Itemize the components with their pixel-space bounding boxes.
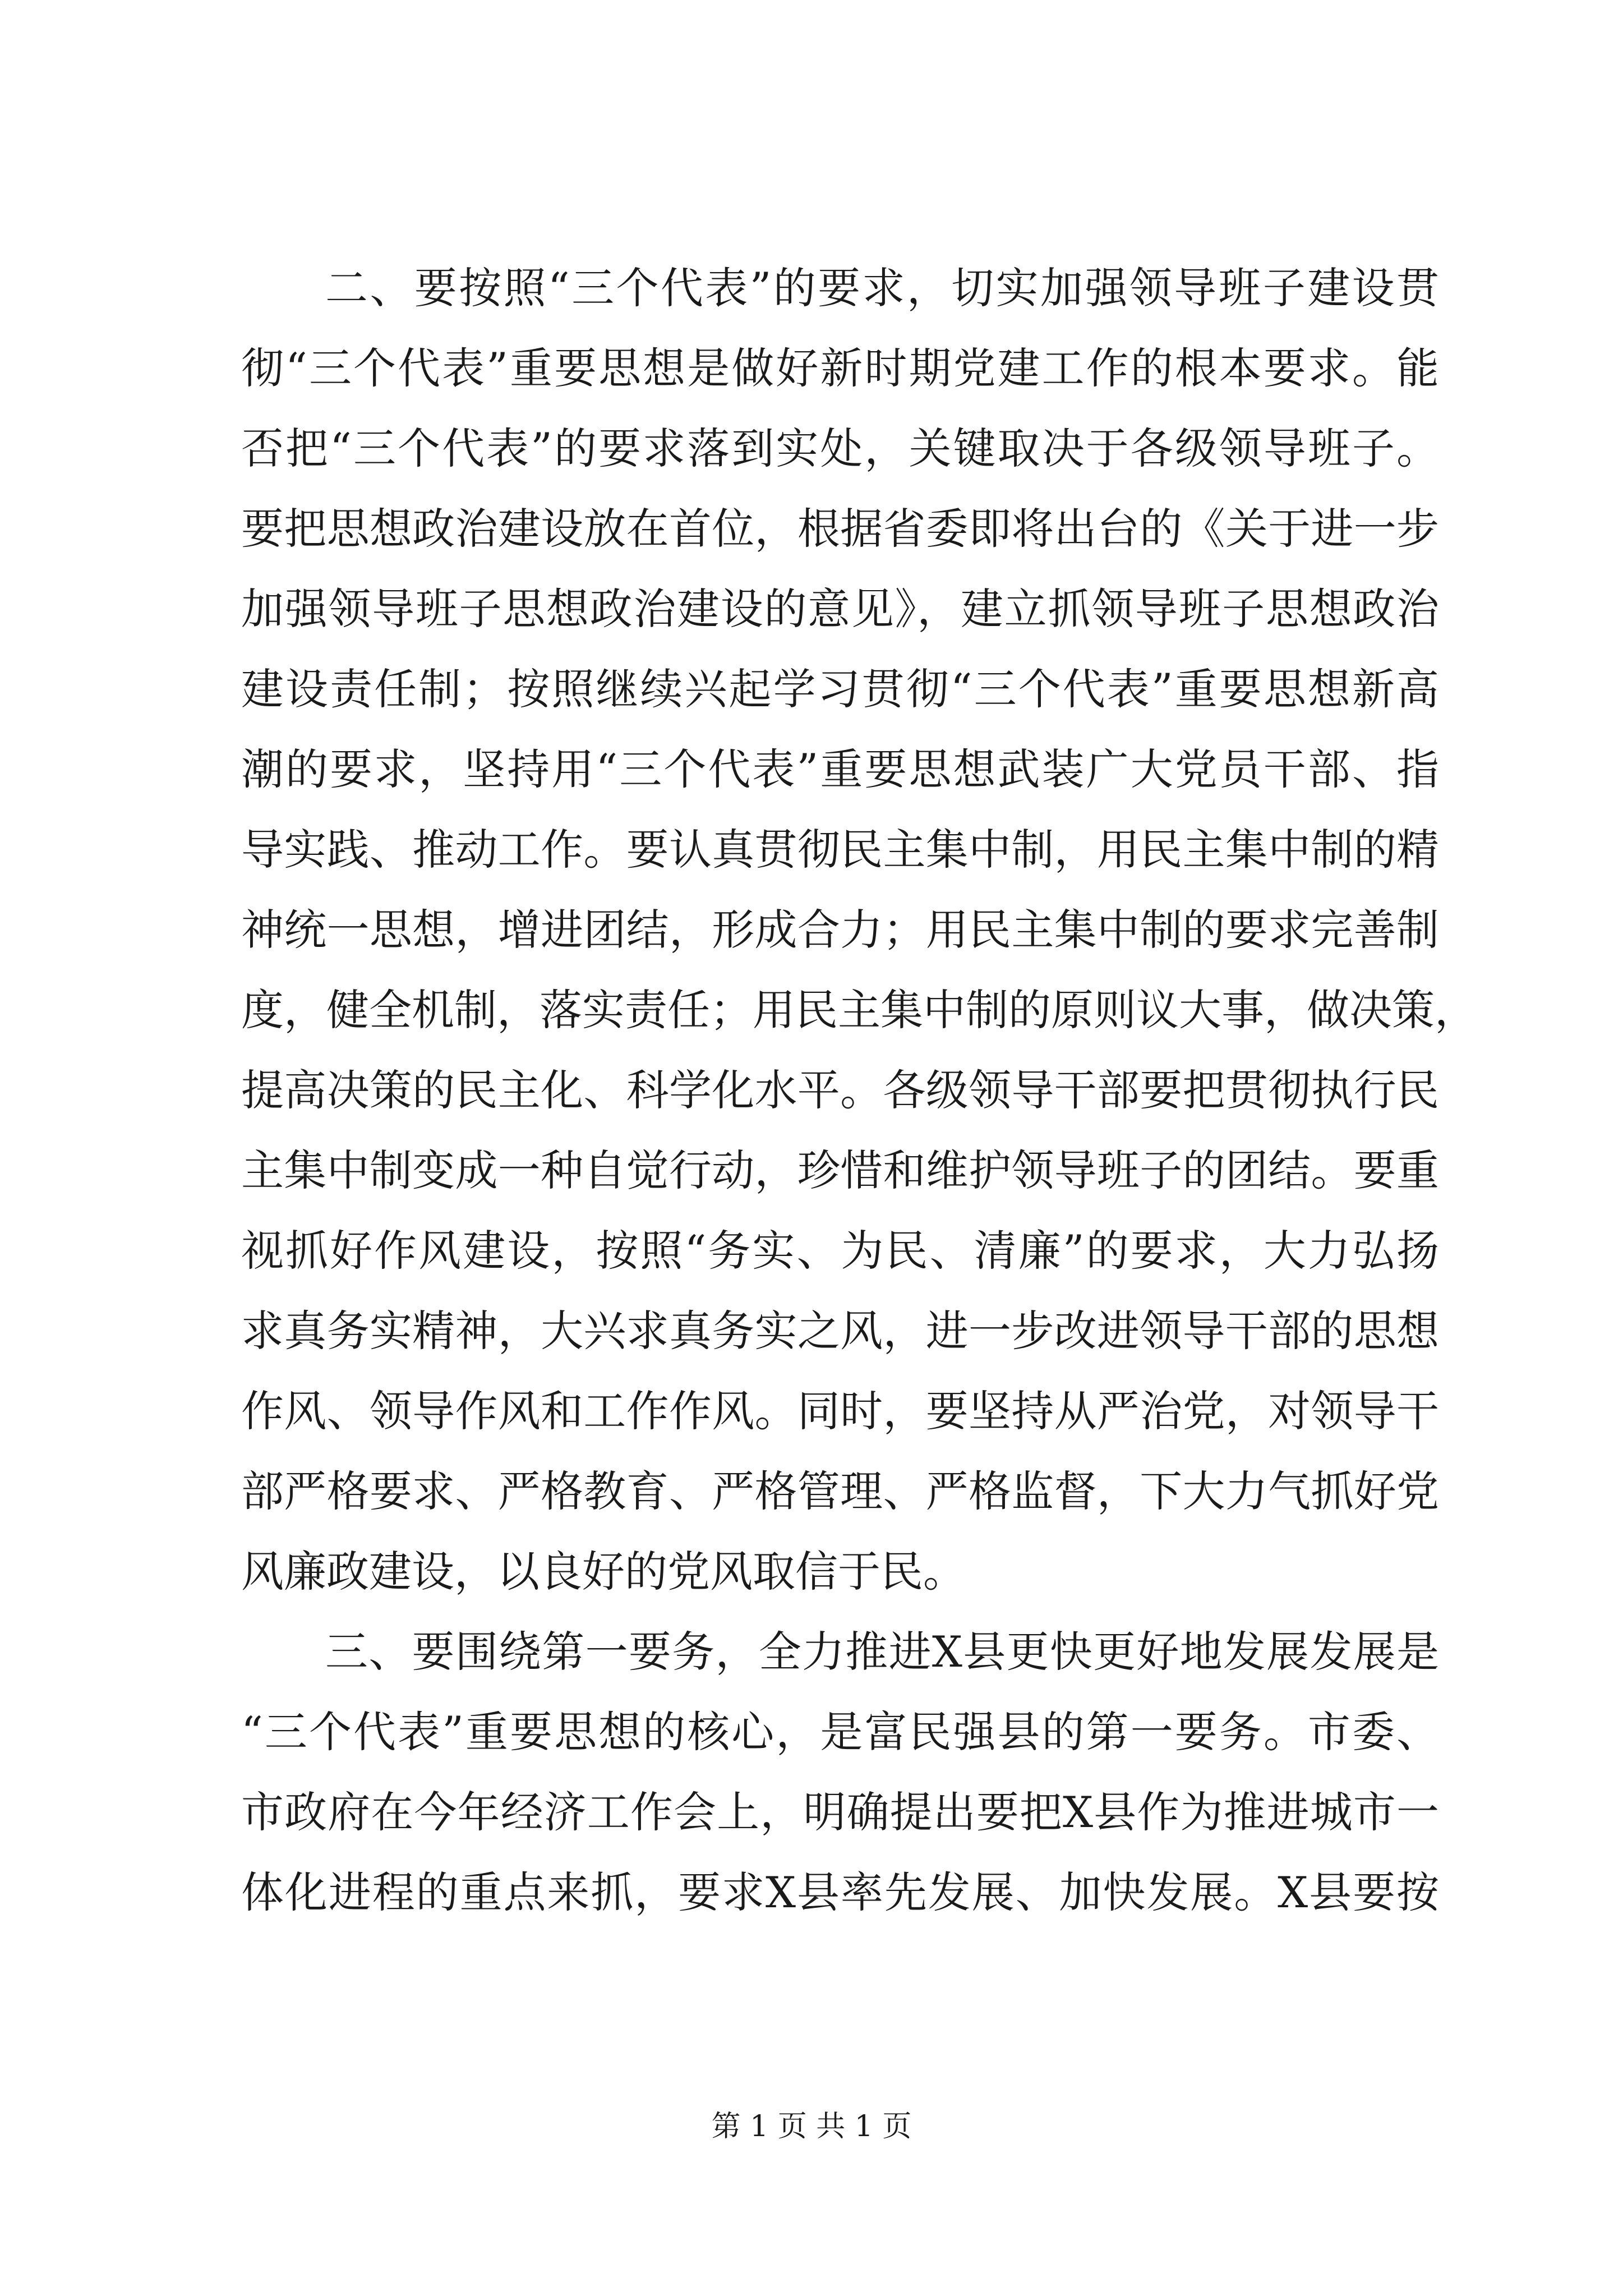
text-line: 加强领导班子思想政治建设的意见》，建立抓领导班子思想政治 <box>241 584 1439 634</box>
text-line: 彻“三个代表”重要思想是做好新时期党建工作的根本要求。能 <box>241 343 1439 393</box>
text-line: 导实践、推动工作。要认真贯彻民主集中制，用民主集中制的精 <box>241 825 1439 875</box>
text-line: 神统一思想，增进团结，形成合力；用民主集中制的要求完善制 <box>241 905 1439 955</box>
text-line: 否把“三个代表”的要求落到实处，关键取决于各级领导班子。 <box>241 424 1439 473</box>
paragraph-2-heading-line: 二、要按照“三个代表”的要求，切实加强领导班子建设贯 <box>325 263 1439 313</box>
text-line: 度，健全机制，落实责任；用民主集中制的原则议大事，做决策， <box>241 985 1477 1035</box>
text-line: 提高决策的民主化、科学化水平。各级领导干部要把贯彻执行民 <box>241 1065 1439 1115</box>
text-line: 市政府在今年经济工作会上，明确提出要把X县作为推进城市一 <box>241 1787 1439 1837</box>
text-line: 求真务实精神，大兴求真务实之风，进一步改进领导干部的思想 <box>241 1306 1439 1356</box>
text-line: 主集中制变成一种自觉行动，珍惜和维护领导班子的团结。要重 <box>241 1145 1439 1195</box>
paragraph-3-heading-line: 三、要围绕第一要务，全力推进X县更快更好地发展发展是 <box>325 1627 1439 1677</box>
page-number-footer: 第 1 页 共 1 页 <box>711 2110 912 2143</box>
text-line: 要把思想政治建设放在首位，根据省委即将出台的《关于进一步 <box>241 504 1439 554</box>
text-line: 视抓好作风建设，按照“务实、为民、清廉”的要求，大力弘扬 <box>241 1226 1439 1276</box>
text-line: 作风、领导作风和工作作风。同时，要坚持从严治党，对领导干 <box>241 1386 1439 1436</box>
document-body <box>241 248 1477 1932</box>
text-line: 风廉政建设，以良好的党风取信于民。 <box>241 1547 966 1596</box>
text-line: 部严格要求、严格教育、严格管理、严格监督，下大力气抓好党 <box>241 1466 1439 1516</box>
text-line: “三个代表”重要思想的核心，是富民强县的第一要务。市委、 <box>241 1707 1439 1757</box>
text-line: 潮的要求，坚持用“三个代表”重要思想武装广大党员干部、指 <box>241 744 1439 794</box>
text-line: 体化进程的重点来抓，要求X县率先发展、加快发展。X县要按 <box>241 1867 1439 1917</box>
text-line: 建设责任制；按照继续兴起学习贯彻“三个代表”重要思想新高 <box>241 664 1439 714</box>
